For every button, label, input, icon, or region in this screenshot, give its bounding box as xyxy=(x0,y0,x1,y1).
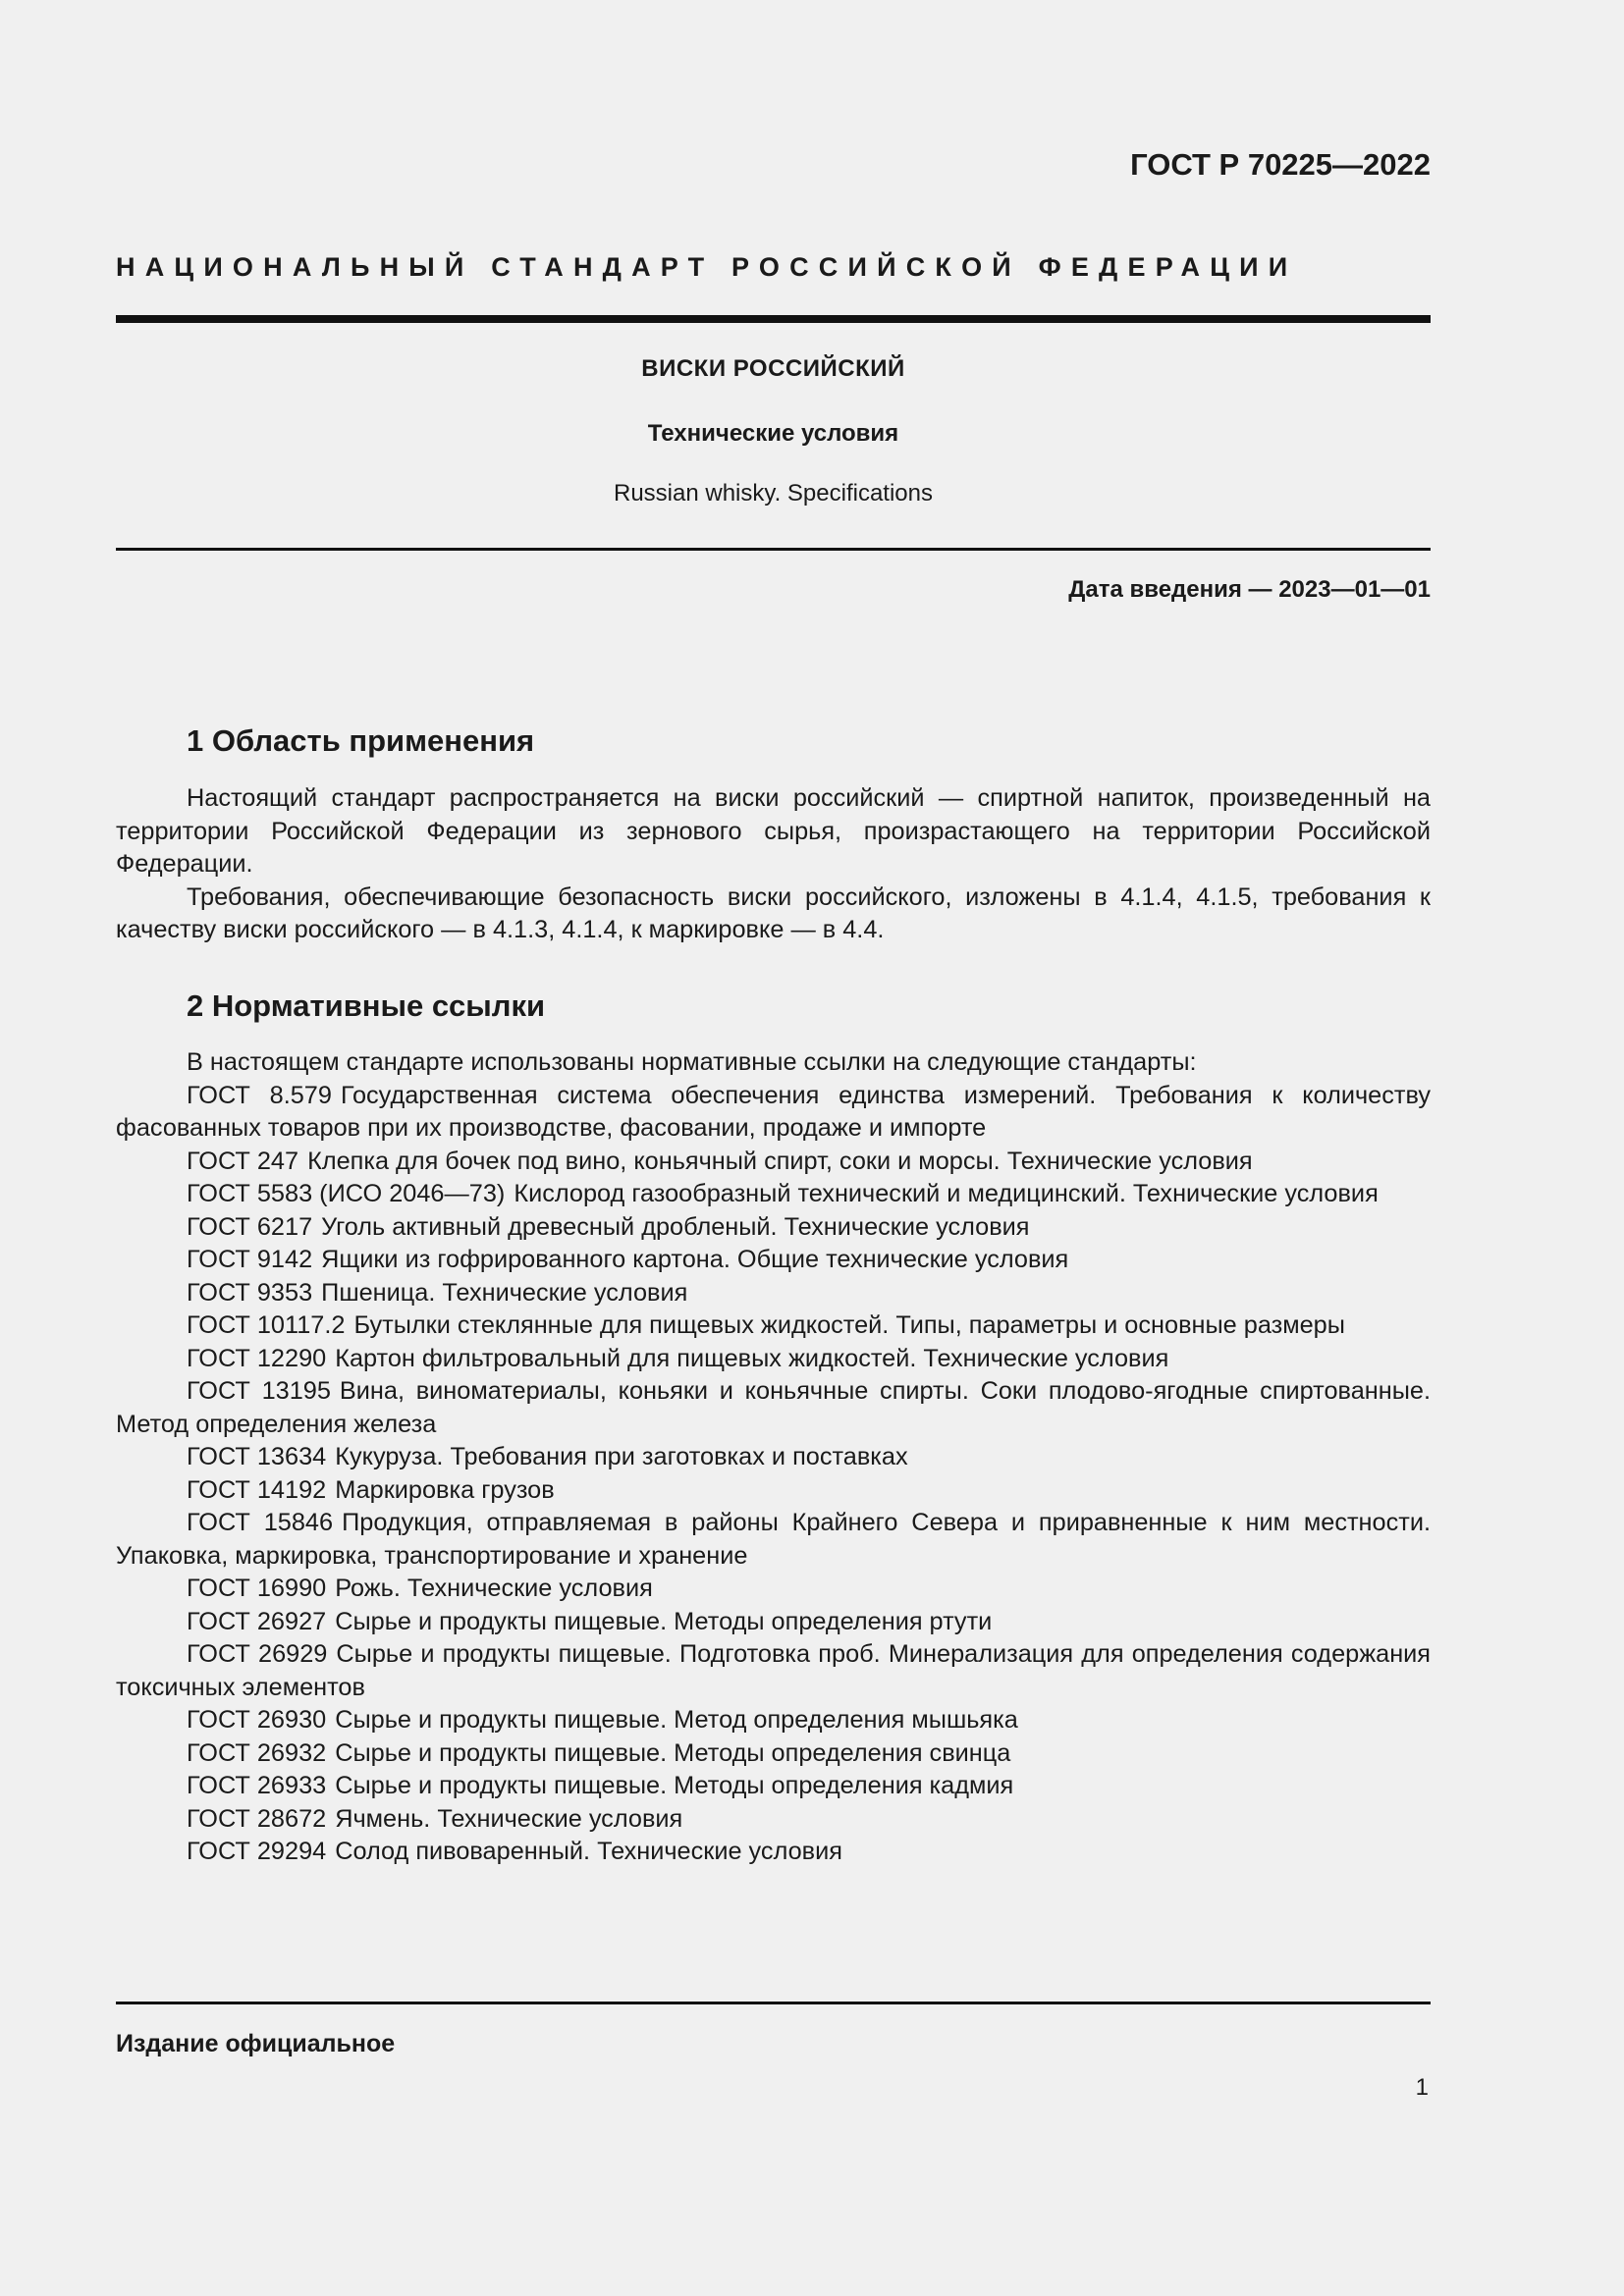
section-2-body xyxy=(116,1046,1431,1869)
reference-title: Ящики из гофрированного картона. Общие технические условия xyxy=(321,1246,1069,1273)
reference-title: Кислород газообразный технический и медицинский. Технические условия xyxy=(514,1180,1379,1207)
reference-item xyxy=(116,1803,1431,1837)
reference-code: ГОСТ 9142 xyxy=(187,1246,313,1273)
reference-item xyxy=(116,1375,1431,1441)
introduction-date: Дата введения — 2023—01—01 xyxy=(1068,576,1431,603)
reference-title: Маркировка грузов xyxy=(335,1475,555,1504)
document-english-title: Russian whisky. Specifications xyxy=(613,480,934,507)
reference-code: ГОСТ 8.579 xyxy=(187,1081,332,1109)
reference-title: Бутылки стеклянные для пищевых жидкостей. Типы, параметры и основные размеры xyxy=(353,1311,1345,1339)
reference-title: Сырье и продукты пищевые. Методы определения кадмия xyxy=(335,1772,1014,1799)
reference-item xyxy=(116,1770,1431,1803)
page-number: 1 xyxy=(1415,2074,1429,2101)
national-standard-header: НАЦИОНАЛЬНЫЙ СТАНДАРТ РОССИЙСКОЙ ФЕДЕРАЦИИ xyxy=(116,252,1298,282)
reference-title: Клепка для бочек под вино, коньячный спирт, соки и морсы. Технические условия xyxy=(307,1147,1253,1175)
reference-item xyxy=(116,1573,1431,1606)
reference-code: ГОСТ 6217 xyxy=(187,1212,313,1241)
reference-item xyxy=(116,1836,1431,1869)
reference-item xyxy=(116,1277,1431,1310)
normative-reference-list xyxy=(116,1080,1431,1869)
section-2-heading: 2 Нормативные ссылки xyxy=(187,988,546,1023)
reference-item xyxy=(116,1441,1431,1474)
reference-title: Сырье и продукты пищевые. Подготовка проб. Минерализация для определения содержания токсичных элементов xyxy=(116,1640,1431,1701)
reference-title: Картон фильтровальный для пищевых жидкостей. Технические условия xyxy=(335,1344,1169,1372)
reference-title: Вина, виноматериалы, коньяки и коньячные спирты. Соки плодово-ягодные спиртованные. Метод определения железа xyxy=(116,1377,1431,1438)
reference-title: Уголь активный древесный дробленый. Технические условия xyxy=(321,1212,1030,1241)
reference-code: ГОСТ 26932 xyxy=(187,1738,327,1767)
reference-item xyxy=(116,1080,1431,1146)
section-1-paragraph: Требования, обеспечивающие безопасность виски российского, изложены в 4.1.4, 4.1.5, требования к качеству виски российского — в 4.1.3, 4.1.4, к маркировке — в 4.4. xyxy=(116,882,1431,943)
reference-item xyxy=(116,1737,1431,1771)
reference-code: ГОСТ 16990 xyxy=(187,1575,327,1602)
reference-code: ГОСТ 26933 xyxy=(187,1772,327,1799)
title-divider xyxy=(116,548,1431,551)
reference-code: ГОСТ 13634 xyxy=(187,1443,327,1470)
reference-title: Ячмень. Технические условия xyxy=(335,1804,683,1833)
document-subtitle: Технические условия xyxy=(647,420,899,447)
reference-title: Сырье и продукты пищевые. Методы определения свинца xyxy=(335,1738,1011,1767)
reference-item xyxy=(116,1638,1431,1704)
reference-code: ГОСТ 5583 (ИСО 2046—73) xyxy=(187,1180,506,1207)
reference-item xyxy=(116,1606,1431,1639)
reference-code: ГОСТ 10117.2 xyxy=(187,1311,346,1339)
reference-item xyxy=(116,1178,1431,1211)
reference-title: Пшеница. Технические условия xyxy=(321,1278,688,1307)
section-1-heading: 1 Область применения xyxy=(187,723,535,758)
reference-code: ГОСТ 28672 xyxy=(187,1804,327,1833)
reference-code: ГОСТ 26927 xyxy=(187,1607,327,1635)
reference-code: ГОСТ 26929 xyxy=(187,1640,328,1668)
reference-code: ГОСТ 14192 xyxy=(187,1475,327,1504)
reference-code: ГОСТ 29294 xyxy=(187,1838,327,1865)
reference-code: ГОСТ 13195 xyxy=(187,1377,331,1405)
reference-item xyxy=(116,1507,1431,1573)
header-divider-thick xyxy=(116,315,1431,323)
document-title: ВИСКИ РОССИЙСКИЙ xyxy=(641,355,905,382)
reference-title: Продукция, отправляемая в районы Крайнего Севера и приравненные к ним местности. Упаковка, маркировка, транспортирование и хранение xyxy=(116,1509,1431,1570)
reference-title: Рожь. Технические условия xyxy=(335,1575,653,1602)
official-edition-label: Издание официальное xyxy=(116,2030,396,2057)
reference-title: Сырье и продукты пищевые. Методы определения ртути xyxy=(335,1607,993,1635)
reference-item xyxy=(116,1704,1431,1737)
reference-title: Солод пивоваренный. Технические условия xyxy=(335,1838,842,1865)
reference-item xyxy=(116,1211,1431,1245)
footer-divider xyxy=(116,2002,1431,2004)
reference-title: Сырье и продукты пищевые. Метод определения мышьяка xyxy=(335,1706,1018,1734)
reference-title: Государственная система обеспечения единства измерений. Требования к количеству фасованных товаров при их производстве, фасовании, продаже и импорте xyxy=(116,1081,1431,1142)
document-number: ГОСТ Р 70225—2022 xyxy=(1130,147,1431,182)
reference-item xyxy=(116,1343,1431,1376)
reference-item xyxy=(116,1309,1431,1343)
reference-code: ГОСТ 12290 xyxy=(187,1344,327,1372)
reference-code: ГОСТ 9353 xyxy=(187,1278,313,1307)
section-1-paragraph: Настоящий стандарт распространяется на виски российский — спиртной напиток, произведенный на территории Российской Федерации из зернового сырья, произрастающего на территории Российской Федерации. xyxy=(116,784,1431,878)
reference-code: ГОСТ 15846 xyxy=(187,1509,334,1536)
reference-item xyxy=(116,1146,1431,1179)
reference-item xyxy=(116,1474,1431,1508)
reference-item xyxy=(116,1244,1431,1277)
section-1-body xyxy=(116,782,1431,947)
reference-code: ГОСТ 26930 xyxy=(187,1706,327,1734)
reference-title: Кукуруза. Требования при заготовках и поставках xyxy=(335,1443,908,1470)
section-2-intro: В настоящем стандарте использованы нормативные ссылки на следующие стандарты: xyxy=(187,1048,1197,1076)
reference-code: ГОСТ 247 xyxy=(187,1147,299,1175)
